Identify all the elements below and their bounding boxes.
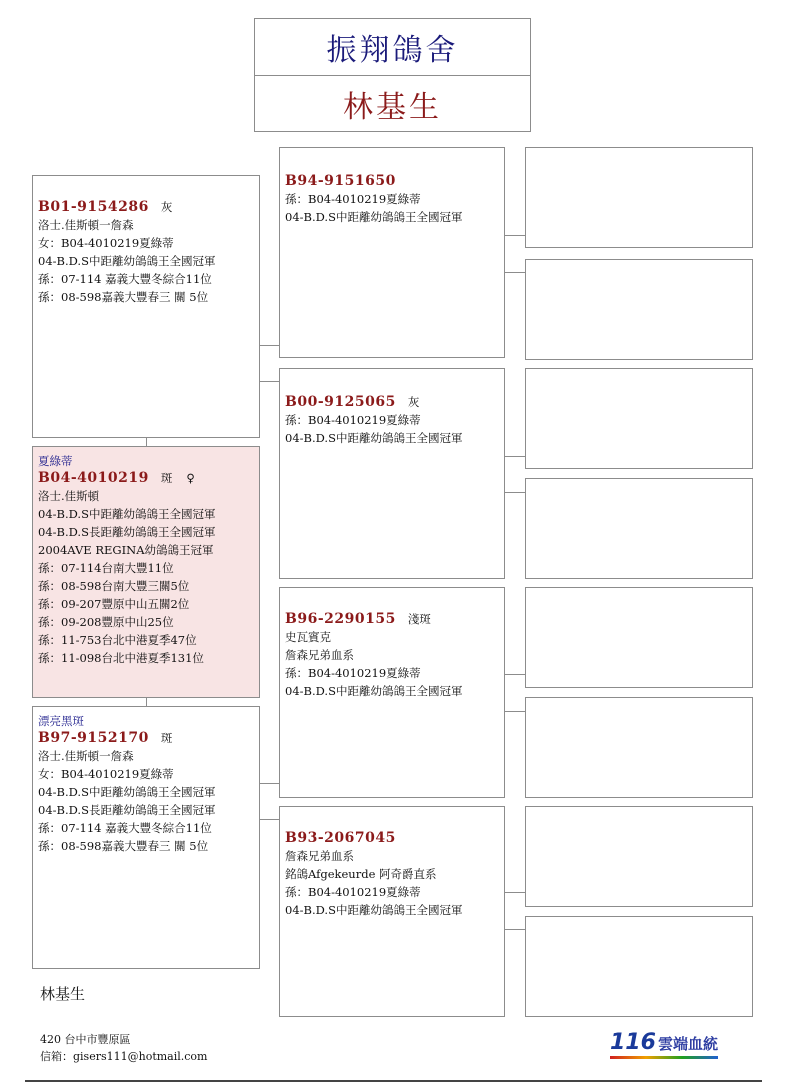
grandparent-card <box>279 806 505 1017</box>
title-box <box>254 18 531 132</box>
connector-line <box>505 892 525 893</box>
sire-color: 灰 <box>160 200 173 214</box>
grandparent-line: 銘鴿Afgekeurde 阿奇爵直系 <box>285 867 437 881</box>
dam-line: 洛士.佳斯頓一詹森 <box>38 749 134 763</box>
dam-line: 04-B.D.S中距離幼鴿鴿王全國冠軍 <box>38 785 216 799</box>
subject-line: 04-B.D.S中距離幼鴿鴿王全國冠軍 <box>38 507 216 521</box>
subject-line: 孫：11-753台北中港夏季47位 <box>38 633 197 647</box>
sire-line: 洛士.佳斯頓一詹森 <box>38 218 134 232</box>
subject-line: 04-B.D.S長距離幼鴿鴿王全國冠軍 <box>38 525 216 539</box>
grandparent-card <box>279 587 505 798</box>
grandparent-line: 詹森兄弟血系 <box>285 648 354 662</box>
great-grandparent-box <box>525 916 753 1017</box>
footer-email: 信箱：gisers111@hotmail.com <box>40 1050 208 1063</box>
owner-name-title: 林基生 <box>343 90 442 125</box>
sire-line: 女：B04-4010219夏綠蒂 <box>38 236 174 250</box>
loft-name: 振翔鴿舍 <box>255 19 530 76</box>
subject-line: 孫：11-098台北中港夏季131位 <box>38 651 204 665</box>
dam-line: 04-B.D.S長距離幼鴿鴿王全國冠軍 <box>38 803 216 817</box>
subject-line: 洛士.佳斯頓 <box>38 489 100 503</box>
logo-text: 雲端血統 <box>657 1035 718 1053</box>
subject-line: 孫：07-114台南大豐11位 <box>38 561 174 575</box>
connector-line <box>505 272 525 273</box>
grandparent-card <box>279 147 505 358</box>
subject-line: 2004AVE REGINA幼鴿鴿王冠軍 <box>38 543 214 557</box>
connector-line <box>505 456 525 457</box>
grandparent-line: 史瓦賓克 <box>285 630 331 644</box>
grandparent-line: 04-B.D.S中距離幼鴿鴿王全國冠軍 <box>285 431 463 445</box>
footer-contact <box>40 1031 207 1065</box>
sire-card <box>32 175 260 438</box>
grandparent-line: 04-B.D.S中距離幼鴿鴿王全國冠軍 <box>285 210 463 224</box>
dam-tag: 漂亮黑斑 <box>38 714 84 728</box>
grandparent-ring: B00-9125065 <box>285 394 396 410</box>
great-grandparent-box <box>525 697 753 798</box>
grandparent-line: 詹森兄弟血系 <box>285 849 354 863</box>
sire-line: 孫：08-598嘉義大豐春三 關 5位 <box>38 290 209 304</box>
connector-line <box>260 783 279 784</box>
connector-line <box>505 711 525 712</box>
subject-line: 孫：08-598台南大豐三關5位 <box>38 579 190 593</box>
connector-line <box>146 698 147 706</box>
grandparent-line: 孫：B04-4010219夏綠蒂 <box>285 413 421 427</box>
connector-line <box>260 381 279 382</box>
great-grandparent-box <box>525 368 753 469</box>
connector-line <box>260 819 279 820</box>
dam-ring: B97-9152170 <box>38 730 149 746</box>
subject-color: 斑 <box>160 471 173 485</box>
subject-gender: ♀ <box>186 471 195 485</box>
grandparent-line: 04-B.D.S中距離幼鴿鴿王全國冠軍 <box>285 684 463 698</box>
subject-ring: B04-4010219 <box>38 470 149 486</box>
subject-tag: 夏綠蒂 <box>38 454 73 468</box>
brand-logo[interactable] <box>610 1030 718 1055</box>
subject-line: 孫：09-207豐原中山五關2位 <box>38 597 190 611</box>
connector-line <box>505 929 525 930</box>
grandparent-line: 孫：B04-4010219夏綠蒂 <box>285 666 421 680</box>
dam-line: 孫：08-598嘉義大豐春三 關 5位 <box>38 839 209 853</box>
connector-line <box>146 438 147 446</box>
sire-line: 孫：07-114 嘉義大豐冬綜合11位 <box>38 272 212 286</box>
grandparent-color: 灰 <box>407 395 420 409</box>
grandparent-ring: B94-9151650 <box>285 173 396 189</box>
subject-card <box>32 446 260 698</box>
connector-line <box>505 674 525 675</box>
grandparent-card <box>279 368 505 579</box>
grandparent-line: 孫：B04-4010219夏綠蒂 <box>285 192 421 206</box>
grandparent-line: 04-B.D.S中距離幼鴿鴿王全國冠軍 <box>285 903 463 917</box>
grandparent-line: 孫：B04-4010219夏綠蒂 <box>285 885 421 899</box>
dam-card <box>32 706 260 969</box>
footer-owner: 林基生 <box>40 985 86 1003</box>
great-grandparent-box <box>525 587 753 688</box>
connector-line <box>260 345 279 346</box>
connector-line <box>505 235 525 236</box>
sire-line: 04-B.D.S中距離幼鴿鴿王全國冠軍 <box>38 254 216 268</box>
connector-line <box>505 492 525 493</box>
logo-underline <box>610 1056 718 1059</box>
great-grandparent-box <box>525 147 753 248</box>
bottom-divider <box>25 1080 762 1082</box>
logo-number: 116 <box>610 1030 656 1055</box>
dam-line: 孫：07-114 嘉義大豐冬綜合11位 <box>38 821 212 835</box>
dam-line: 女：B04-4010219夏綠蒂 <box>38 767 174 781</box>
great-grandparent-box <box>525 478 753 579</box>
great-grandparent-box <box>525 259 753 360</box>
footer-address: 420 台中市豐原區 <box>40 1033 131 1046</box>
grandparent-ring: B96-2290155 <box>285 611 396 627</box>
dam-color: 斑 <box>160 731 173 745</box>
grandparent-ring: B93-2067045 <box>285 830 396 846</box>
great-grandparent-box <box>525 806 753 907</box>
subject-line: 孫：09-208豐原中山25位 <box>38 615 174 629</box>
grandparent-color: 淺斑 <box>407 612 431 626</box>
sire-ring: B01-9154286 <box>38 199 149 215</box>
